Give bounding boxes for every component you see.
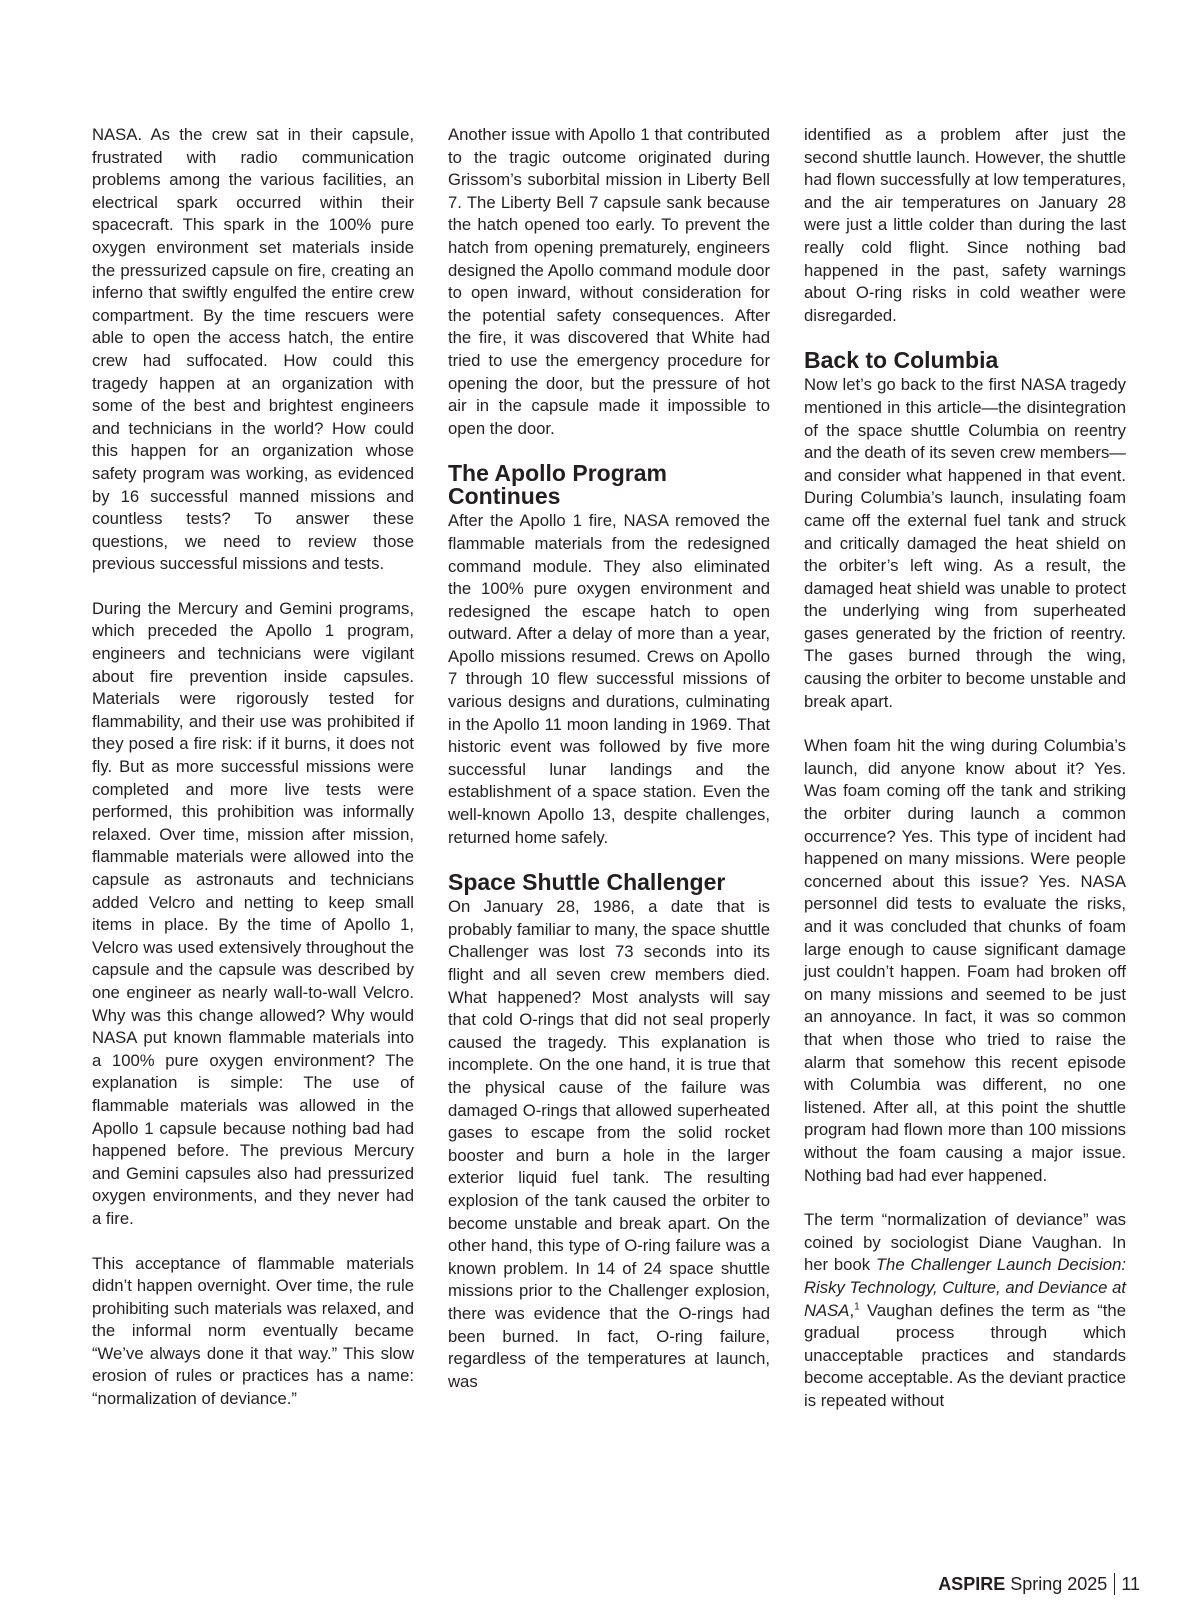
page-footer: [905, 1573, 1140, 1595]
section-heading-apollo-program-continues: The Apollo Program Continues: [448, 460, 667, 510]
paragraph: [804, 1209, 1126, 1412]
section-heading-back-to-columbia: Back to Columbia: [804, 347, 999, 374]
paragraph: When foam hit the wing during Columbia’s launch, did anyone know about it? Yes. Was foam coming off the tank and striking the orbiter during launch a common occurrence? Yes. This type of incident had happened on many missions. Were people concerned about this issue? Yes. NASA personnel did tests to evaluate the risks, and it was concluded that chunks of foam large enough to cause significant damage just couldn’t happen. Foam had broken off on many missions and seemed to be just an annoyance. In fact, it was so common that when those who tried to raise the alarm that somehow this recent episode with Columbia was different, no one listened. After all, at this point the shuttle program had flown more than 100 missions without the foam causing a major issue. Nothing bad had ever happened.: [804, 736, 1126, 1185]
paragraph: On January 28, 1986, a date that is probably familiar to many, the space shuttle Challenger was lost 73 seconds into its flight and all seven crew members died. What happened? Most analysts will say that cold O-rings that did not seal properly caused the tragedy. This explanation is incomplete. On the one hand, it is true that the physical cause of the failure was damaged O-rings that allowed superheated gases to escape from the solid rocket booster and burn a hole in the larger exterior liquid fuel tank. The resulting explosion of the tank caused the orbiter to become unstable and break apart. On the other hand, this type of O-ring failure was a known problem. In 14 of 24 space shuttle missions prior to the Challenger explosion, there was evidence that the O-rings had been burned. In fact, O-ring failure, regardless of the temperatures at launch, was: [448, 897, 770, 1391]
paragraph: NASA. As the crew sat in their capsule, frustrated with radio communication problems among the various facilities, an electrical spark occurred within their spacecraft. This spark in the 100% pure oxygen environment set materials inside the pressurized capsule on fire, creating an inferno that swiftly engulfed the entire crew compartment. By the time rescuers were able to open the access hatch, the entire crew had suffocated. How could this tragedy happen at an organization with some of the best and brightest engineers and technicians in the world? How could this happen for an organization whose safety program was working, as evidenced by 16 successful manned missions and countless tests? To answer these questions, we need to review those previous successful missions and tests.: [92, 125, 414, 574]
paragraph-text: Vaughan defines the term as “the gradual process through which unacceptable practices and standards become acceptable. As the deviant practice is repeated without: [804, 1300, 1126, 1410]
article-column-left: [92, 124, 414, 1433]
paragraph-text: The term “normalization of deviance” was coined by sociologist Diane Vaughan. In her book: [804, 1210, 1126, 1275]
footer-divider: [1114, 1573, 1115, 1595]
paragraph: Another issue with Apollo 1 that contributed to the tragic outcome originated during Grissom’s suborbital mission in Liberty Bell 7. The Liberty Bell 7 capsule sank because the hatch opened too early. To prevent the hatch from opening prematurely, engineers designed the Apollo command module door to open inward, without consideration for the potential safety consequences. After the fire, it was discovered that White had tried to use the emergency procedure for opening the door, but the pressure of hot air in the capsule made it impossible to open the door.: [448, 125, 770, 438]
page-number: 11: [1121, 1574, 1140, 1594]
magazine-name: ASPIRE: [938, 1574, 1006, 1594]
paragraph-text: ,: [849, 1300, 855, 1320]
footnote-reference[interactable]: 1: [854, 1300, 860, 1312]
article-column-middle: [448, 124, 770, 1415]
paragraph: After the Apollo 1 fire, NASA removed the flammable materials from the redesigned command module. They also eliminated the 100% pure oxygen environment and redesigned the escape hatch to open outward. After a delay of more than a year, Apollo missions resumed. Crews on Apollo 7 through 10 flew successful missions of various designs and durations, culminating in the Apollo 11 moon landing in 1969. That historic event was followed by five more successful lunar landings and the establishment of a space station. Even the well-known Apollo 13, despite challenges, returned home safely.: [448, 511, 770, 847]
section-heading-space-shuttle-challenger: Space Shuttle Challenger: [448, 869, 726, 896]
paragraph: During the Mercury and Gemini programs, which preceded the Apollo 1 program, engineers and technicians were vigilant about fire prevention inside capsules. Materials were rigorously tested for flammability, and their use was prohibited if they posed a fire risk: if it burns, it does not fly. But as more successful missions were completed and more live tests were performed, this prohibition was informally relaxed. Over time, mission after mission, flammable materials were allowed into the capsule as astronauts and technicians added Velcro and netting to keep small items in place. By the time of Apollo 1, Velcro was used extensively throughout the capsule and the capsule was described by one engineer as nearly wall-to-wall Velcro. Why was this change allowed? Why would NASA put known flammable materials into a 100% pure oxygen environment? The explanation is simple: The use of flammable materials was allowed in the Apollo 1 capsule because nothing bad had happened before. The previous Mercury and Gemini capsules also had pressurized oxygen environments, and they never had a fire.: [92, 598, 414, 1228]
issue-label: Spring 2025: [1010, 1574, 1108, 1594]
article-column-right: [804, 124, 1126, 1434]
paragraph: Now let’s go back to the first NASA tragedy mentioned in this article—the disintegration of the space shuttle Columbia on reentry and the death of its seven crew members—and consider what happened in that event. During Columbia’s launch, insulating foam came off the external fuel tank and struck and critically damaged the heat shield on the orbiter’s left wing. As a result, the damaged heat shield was unable to protect the underlying wing from superheated gases generated by the friction of reentry. The gases burned through the wing, causing the orbiter to become unstable and break apart.: [804, 375, 1126, 711]
paragraph: identified as a problem after just the second shuttle launch. However, the shuttle had flown successfully at low temperatures, and the air temperatures on January 28 were just a little colder than during the last really cold flight. Since nothing bad happened in the past, safety warnings about O-ring risks in cold weather were disregarded.: [804, 125, 1126, 325]
paragraph: This acceptance of flammable materials didn’t happen overnight. Over time, the rule prohibiting such materials was relaxed, and the informal norm eventually became “We’ve always done it that way.” This slow erosion of rules or practices has a name: “normalization of deviance.”: [92, 1253, 414, 1409]
book-title: The Challenger Launch Decision: Risky Technology, Culture, and Deviance at NASA: [804, 1255, 1126, 1320]
